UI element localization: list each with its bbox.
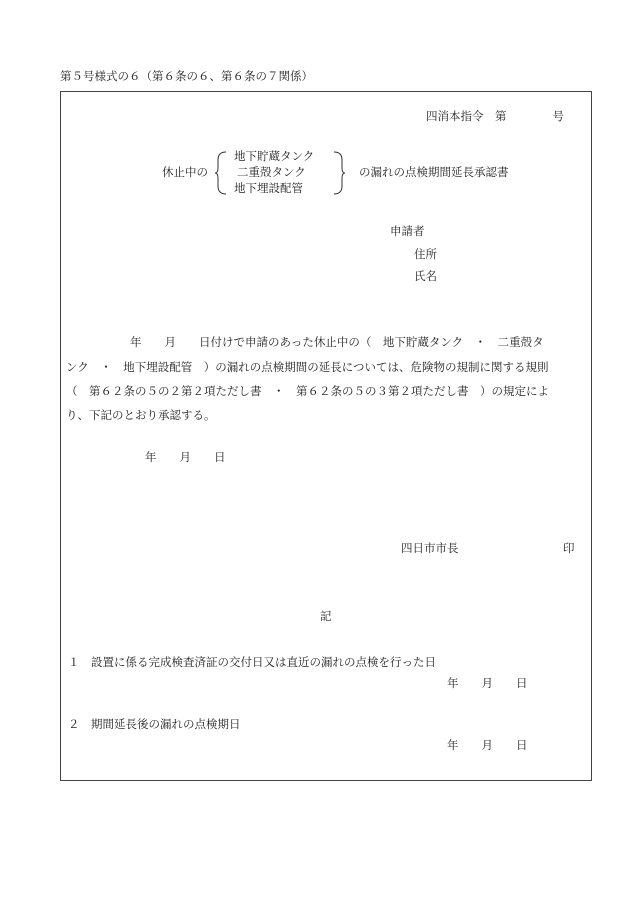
applicant-address-label: 住所 — [414, 247, 437, 261]
reference-number: 四消本指令 第 号 — [426, 109, 564, 123]
body-line-2: ンク ・ 地下埋設配管 ）の漏れの点検期間の延長については、危険物の規制に関する規則 — [66, 360, 549, 374]
form-number-label: 第５号様式の６（第６条の６、第６条の７関係） — [60, 69, 313, 83]
body-line-3: （ 第６２条の５の２第２項ただし書 ・ 第６２条の５の３第２項ただし書 ）の規定によ — [66, 384, 549, 398]
applicant-label: 申請者 — [390, 224, 425, 238]
item-2-text: ２ 期間延長後の漏れの点検期日 — [68, 717, 241, 731]
body-line-1: 年 月 日付けで申請のあった休止中の（ 地下貯蔵タンク ・ 二重殻タ — [130, 335, 544, 349]
left-brace — [214, 150, 228, 196]
applicant-name-label: 氏名 — [414, 269, 437, 283]
title-option-double-shell-tank: 二重殻タンク — [237, 165, 306, 179]
title-option-underground-storage-tank: 地下貯蔵タンク — [234, 149, 315, 163]
section-heading: 記 — [320, 609, 332, 623]
body-line-4: り、下記のとおり承認する。 — [66, 408, 216, 422]
issuer-title: 四日市市長 — [401, 541, 459, 555]
issue-date: 年 月 日 — [145, 450, 226, 464]
item-2-date: 年 月 日 — [447, 738, 528, 752]
seal-mark: 印 — [563, 541, 575, 555]
item-1-text: １ 設置に係る完成検査済証の交付日又は直近の漏れの点検を行った日 — [68, 655, 436, 669]
title-prefix: 休止中の — [162, 165, 208, 179]
item-1-date: 年 月 日 — [447, 676, 528, 690]
title-suffix: の漏れの点検期間延長承認書 — [359, 165, 509, 179]
right-brace — [332, 150, 346, 196]
title-option-underground-piping: 地下埋設配管 — [234, 181, 303, 195]
